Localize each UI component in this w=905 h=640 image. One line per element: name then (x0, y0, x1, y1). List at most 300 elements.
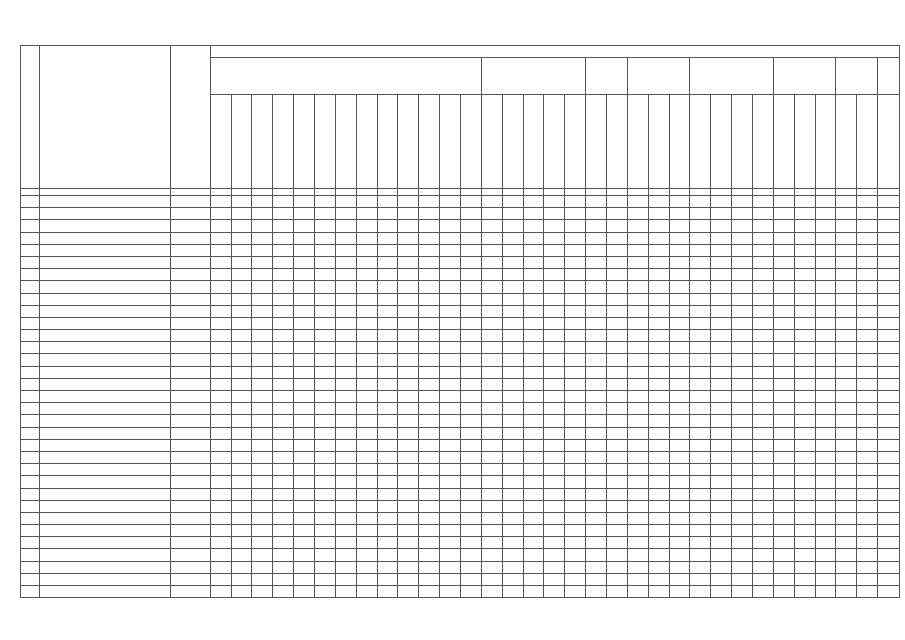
row-value (210, 269, 231, 281)
row-value (627, 330, 648, 342)
row-value (586, 549, 607, 561)
row-value (669, 244, 690, 256)
row-code (171, 573, 210, 585)
row-value (273, 537, 294, 549)
header-leaf-3 (252, 95, 273, 189)
row-value (836, 354, 857, 366)
row-value (460, 537, 481, 549)
column-number-5 (231, 189, 252, 196)
row-value (815, 232, 836, 244)
row-value (648, 269, 669, 281)
row-value (627, 391, 648, 403)
header-leaf-24 (690, 95, 711, 189)
table-row (21, 512, 900, 524)
row-value (335, 561, 356, 573)
column-number-35 (857, 189, 878, 196)
row-value (419, 342, 440, 354)
row-value (711, 512, 732, 524)
row-value (773, 317, 794, 329)
row-value (335, 220, 356, 232)
row-value (669, 586, 690, 598)
row-value (440, 464, 461, 476)
row-value (377, 512, 398, 524)
row-value (294, 451, 315, 463)
column-number-1 (21, 189, 40, 196)
row-value (523, 305, 544, 317)
row-value (815, 549, 836, 561)
header-leaf-7 (335, 95, 356, 189)
row-value (690, 403, 711, 415)
header-group-6 (773, 58, 836, 95)
row-value (773, 305, 794, 317)
row-value (857, 586, 878, 598)
header-leaf-5 (294, 95, 315, 189)
row-value (815, 427, 836, 439)
row-value (335, 232, 356, 244)
row-value (502, 561, 523, 573)
row-value (231, 537, 252, 549)
row-value (523, 573, 544, 585)
row-value (377, 196, 398, 208)
row-value (314, 561, 335, 573)
row-value (732, 244, 753, 256)
row-value (648, 537, 669, 549)
row-value (440, 391, 461, 403)
row-value (815, 573, 836, 585)
row-name (40, 354, 171, 366)
row-value (460, 256, 481, 268)
row-value (669, 488, 690, 500)
row-value (690, 305, 711, 317)
row-value (690, 378, 711, 390)
row-name (40, 500, 171, 512)
row-value (836, 208, 857, 220)
row-value (335, 293, 356, 305)
row-value (586, 476, 607, 488)
row-value (878, 244, 900, 256)
row-value (294, 586, 315, 598)
row-value (314, 366, 335, 378)
row-value (627, 439, 648, 451)
row-value (606, 342, 627, 354)
row-value (565, 305, 586, 317)
row-value (773, 537, 794, 549)
table-row (21, 232, 900, 244)
row-value (523, 330, 544, 342)
row-value (398, 561, 419, 573)
row-value (606, 512, 627, 524)
row-value (419, 561, 440, 573)
column-number-30 (753, 189, 774, 196)
row-value (753, 196, 774, 208)
row-value (523, 476, 544, 488)
table-row (21, 354, 900, 366)
row-value (690, 500, 711, 512)
row-value (231, 244, 252, 256)
row-value (460, 305, 481, 317)
row-value (815, 586, 836, 598)
row-value (419, 427, 440, 439)
row-value (356, 403, 377, 415)
row-value (648, 232, 669, 244)
row-value (753, 293, 774, 305)
table-row (21, 525, 900, 537)
row-value (294, 330, 315, 342)
row-value (523, 561, 544, 573)
row-value (440, 378, 461, 390)
row-name (40, 196, 171, 208)
row-value (753, 561, 774, 573)
header-leaf-32 (857, 95, 878, 189)
row-value (794, 415, 815, 427)
row-value (690, 366, 711, 378)
row-value (586, 561, 607, 573)
table-row (21, 439, 900, 451)
row-value (273, 573, 294, 585)
row-value (815, 196, 836, 208)
row-value (335, 196, 356, 208)
row-value (878, 269, 900, 281)
row-value (356, 208, 377, 220)
row-value (294, 488, 315, 500)
row-value (335, 464, 356, 476)
row-value (335, 366, 356, 378)
row-value (627, 220, 648, 232)
row-value (419, 415, 440, 427)
row-value (794, 378, 815, 390)
row-value (523, 256, 544, 268)
row-value (335, 281, 356, 293)
row-value (273, 317, 294, 329)
row-value (544, 500, 565, 512)
column-number-21 (565, 189, 586, 196)
row-value (481, 342, 502, 354)
row-value (377, 500, 398, 512)
column-number-2 (40, 189, 171, 196)
header-leaf-14 (481, 95, 502, 189)
row-value (878, 586, 900, 598)
row-value (523, 244, 544, 256)
row-value (252, 232, 273, 244)
row-value (648, 403, 669, 415)
row-value (669, 208, 690, 220)
row-value (273, 305, 294, 317)
row-number (21, 512, 40, 524)
row-value (210, 220, 231, 232)
row-value (544, 451, 565, 463)
row-value (669, 366, 690, 378)
row-name (40, 378, 171, 390)
row-value (606, 525, 627, 537)
row-number (21, 464, 40, 476)
row-value (252, 342, 273, 354)
row-value (857, 451, 878, 463)
row-value (690, 573, 711, 585)
row-value (586, 403, 607, 415)
row-value (231, 293, 252, 305)
row-value (711, 488, 732, 500)
row-value (606, 293, 627, 305)
row-value (419, 476, 440, 488)
row-value (586, 281, 607, 293)
row-value (690, 330, 711, 342)
row-value (857, 196, 878, 208)
column-number-34 (836, 189, 857, 196)
row-value (565, 476, 586, 488)
row-value (398, 317, 419, 329)
row-value (377, 525, 398, 537)
row-value (377, 464, 398, 476)
row-value (502, 354, 523, 366)
row-value (210, 293, 231, 305)
table-row (21, 561, 900, 573)
row-value (252, 476, 273, 488)
row-value (753, 500, 774, 512)
row-value (314, 220, 335, 232)
row-value (210, 537, 231, 549)
row-value (502, 293, 523, 305)
row-value (481, 330, 502, 342)
row-value (773, 512, 794, 524)
row-value (377, 549, 398, 561)
row-value (294, 220, 315, 232)
row-value (815, 391, 836, 403)
row-value (794, 586, 815, 598)
row-value (231, 573, 252, 585)
row-value (815, 293, 836, 305)
row-name (40, 561, 171, 573)
row-value (753, 464, 774, 476)
row-number (21, 537, 40, 549)
row-value (294, 317, 315, 329)
row-value (690, 439, 711, 451)
row-value (398, 512, 419, 524)
row-value (502, 500, 523, 512)
row-value (565, 244, 586, 256)
row-value (231, 488, 252, 500)
row-value (878, 256, 900, 268)
header-leaf-9 (377, 95, 398, 189)
row-value (481, 378, 502, 390)
row-value (356, 256, 377, 268)
row-value (440, 500, 461, 512)
row-value (690, 220, 711, 232)
row-value (794, 561, 815, 573)
row-value (794, 305, 815, 317)
row-value (314, 208, 335, 220)
row-value (857, 330, 878, 342)
row-value (565, 354, 586, 366)
row-value (586, 342, 607, 354)
row-code (171, 269, 210, 281)
row-code (171, 512, 210, 524)
row-value (753, 366, 774, 378)
row-value (314, 464, 335, 476)
row-value (732, 573, 753, 585)
row-value (398, 586, 419, 598)
row-value (878, 403, 900, 415)
row-value (773, 366, 794, 378)
row-value (544, 488, 565, 500)
row-value (711, 305, 732, 317)
row-value (481, 561, 502, 573)
row-value (523, 427, 544, 439)
row-value (419, 439, 440, 451)
row-value (481, 232, 502, 244)
row-value (669, 220, 690, 232)
row-value (544, 391, 565, 403)
row-value (878, 549, 900, 561)
row-value (857, 403, 878, 415)
row-value (523, 317, 544, 329)
row-value (836, 476, 857, 488)
row-value (753, 415, 774, 427)
row-value (711, 317, 732, 329)
row-value (252, 488, 273, 500)
row-value (419, 488, 440, 500)
row-value (606, 317, 627, 329)
row-value (711, 537, 732, 549)
row-value (314, 269, 335, 281)
row-value (586, 500, 607, 512)
row-value (273, 525, 294, 537)
row-value (356, 415, 377, 427)
row-code (171, 403, 210, 415)
row-value (544, 293, 565, 305)
row-value (773, 427, 794, 439)
row-name (40, 391, 171, 403)
row-value (648, 586, 669, 598)
row-value (857, 208, 878, 220)
row-value (878, 232, 900, 244)
row-value (273, 403, 294, 415)
row-value (794, 391, 815, 403)
row-value (794, 196, 815, 208)
row-value (773, 403, 794, 415)
row-value (565, 220, 586, 232)
row-value (690, 525, 711, 537)
row-value (523, 293, 544, 305)
row-value (460, 488, 481, 500)
row-value (523, 500, 544, 512)
row-number (21, 549, 40, 561)
row-value (753, 391, 774, 403)
row-value (732, 488, 753, 500)
row-value (836, 220, 857, 232)
row-value (815, 403, 836, 415)
row-value (252, 256, 273, 268)
row-value (398, 464, 419, 476)
row-value (210, 256, 231, 268)
row-value (627, 342, 648, 354)
row-value (419, 196, 440, 208)
row-number (21, 196, 40, 208)
row-value (606, 269, 627, 281)
row-value (857, 232, 878, 244)
row-value (502, 549, 523, 561)
row-value (878, 512, 900, 524)
row-value (648, 244, 669, 256)
row-value (815, 366, 836, 378)
table-row (21, 391, 900, 403)
row-value (711, 549, 732, 561)
row-value (356, 549, 377, 561)
row-value (544, 354, 565, 366)
row-name (40, 293, 171, 305)
row-value (648, 330, 669, 342)
row-value (544, 342, 565, 354)
row-code (171, 342, 210, 354)
row-value (335, 378, 356, 390)
row-name (40, 403, 171, 415)
header-row-number (21, 46, 40, 189)
row-value (711, 196, 732, 208)
row-number (21, 391, 40, 403)
row-value (690, 208, 711, 220)
column-number-11 (356, 189, 377, 196)
row-value (669, 464, 690, 476)
row-value (294, 391, 315, 403)
row-value (544, 378, 565, 390)
row-value (794, 512, 815, 524)
row-value (314, 256, 335, 268)
row-value (606, 256, 627, 268)
row-value (481, 549, 502, 561)
header-row-top (21, 46, 900, 58)
row-value (815, 500, 836, 512)
row-value (294, 439, 315, 451)
row-value (294, 561, 315, 573)
row-value (294, 342, 315, 354)
row-value (648, 293, 669, 305)
row-value (314, 525, 335, 537)
row-value (252, 244, 273, 256)
row-value (398, 488, 419, 500)
row-value (314, 317, 335, 329)
row-value (711, 208, 732, 220)
row-value (231, 464, 252, 476)
row-value (502, 586, 523, 598)
row-value (460, 366, 481, 378)
row-value (314, 488, 335, 500)
row-number (21, 378, 40, 390)
row-code (171, 293, 210, 305)
row-value (669, 342, 690, 354)
row-value (252, 293, 273, 305)
row-name (40, 439, 171, 451)
row-value (356, 586, 377, 598)
row-value (669, 415, 690, 427)
row-value (627, 512, 648, 524)
row-value (335, 256, 356, 268)
row-value (335, 342, 356, 354)
row-value (711, 354, 732, 366)
row-code (171, 500, 210, 512)
row-value (627, 415, 648, 427)
row-value (314, 403, 335, 415)
row-value (481, 244, 502, 256)
row-value (565, 561, 586, 573)
row-value (690, 244, 711, 256)
row-value (314, 512, 335, 524)
row-value (732, 378, 753, 390)
table-row (21, 451, 900, 463)
row-value (398, 439, 419, 451)
row-value (335, 476, 356, 488)
row-value (377, 415, 398, 427)
row-value (314, 232, 335, 244)
row-value (815, 525, 836, 537)
